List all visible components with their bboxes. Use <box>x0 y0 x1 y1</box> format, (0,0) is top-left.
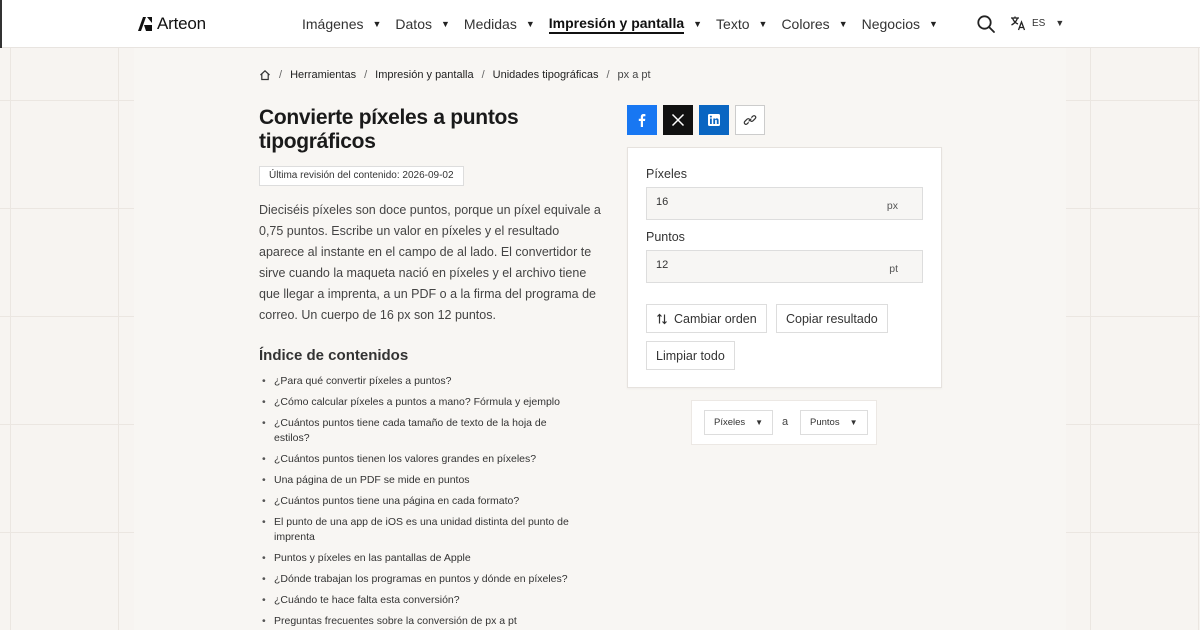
breadcrumb-current: px a pt <box>617 69 651 81</box>
toc-item[interactable] <box>259 572 579 587</box>
breadcrumb-separator: / <box>481 69 485 81</box>
toc-item[interactable] <box>259 416 579 446</box>
breadcrumb-link[interactable]: Unidades tipográficas <box>492 69 599 81</box>
toc-item[interactable] <box>259 374 579 389</box>
intro-paragraph: Dieciséis píxeles son doce puntos, porque un píxel equivale a 0,75 puntos. Escribe un valor en píxeles y el resultado aparece al instante en el campo de al lado. El convertidor te sirve cuando la maqueta nació en píxeles y el archivo tiene que llegar a imprenta, a un PDF o a la firma del programa de correo. Un cuerpo de 16 px son 12 puntos. <box>259 203 601 322</box>
toc-link[interactable]: ¿Cuántos puntos tienen los valores grandes en píxeles? <box>274 453 537 465</box>
share-x-button[interactable] <box>663 105 693 135</box>
top-navigation-bar <box>0 0 1200 48</box>
toc-item[interactable] <box>259 614 579 629</box>
toc-item[interactable] <box>259 515 579 545</box>
translate-icon <box>1010 15 1026 31</box>
window-edge <box>0 0 2 48</box>
toc-item[interactable] <box>259 551 579 566</box>
nav-item-colores[interactable] <box>781 0 847 48</box>
language-selector[interactable] <box>1010 15 1064 31</box>
copy-result-label: Copiar resultado <box>786 311 878 326</box>
brand-mark-icon <box>137 16 153 32</box>
chevron-down-icon: ▼ <box>372 19 382 29</box>
pixels-unit: px <box>886 200 898 212</box>
chevron-down-icon: ▼ <box>525 19 535 29</box>
toc-item[interactable] <box>259 593 579 608</box>
toc-link[interactable]: ¿Cuándo te hace falta esta conversión? <box>274 594 460 606</box>
breadcrumb-link[interactable]: Impresión y pantalla <box>375 69 474 81</box>
clear-all-button[interactable] <box>646 341 735 370</box>
chevron-down-icon: ▼ <box>693 19 703 29</box>
main-nav <box>302 0 952 48</box>
swap-order-button[interactable] <box>646 304 767 333</box>
chevron-down-icon: ▼ <box>440 19 450 29</box>
toc-link[interactable]: Preguntas frecuentes sobre la conversión de px a pt <box>274 615 517 627</box>
review-date-badge: Última revisión del contenido: 2026-09-02 <box>259 166 464 186</box>
to-unit-select[interactable] <box>800 410 868 435</box>
toc-link[interactable]: Puntos y píxeles en las pantallas de Apple <box>274 552 471 564</box>
nav-item-medidas[interactable] <box>464 0 535 48</box>
chevron-down-icon: ▼ <box>755 418 764 427</box>
unit-selector <box>691 400 877 445</box>
nav-item-impresion-y-pantalla[interactable] <box>549 0 702 48</box>
chevron-down-icon: ▼ <box>758 19 768 29</box>
search-button[interactable] <box>976 14 996 34</box>
chevron-down-icon: ▼ <box>1055 18 1065 28</box>
points-label: Puntos <box>646 230 685 244</box>
nav-label: Impresión y pantalla <box>549 15 684 34</box>
points-input[interactable] <box>656 259 856 271</box>
breadcrumb-separator: / <box>279 69 283 81</box>
toc-link[interactable]: Una página de un PDF se mide en puntos <box>274 474 470 486</box>
unit-connector: a <box>782 416 789 428</box>
nav-label: Datos <box>395 16 432 32</box>
nav-label: Negocios <box>861 16 920 32</box>
toc-link[interactable]: ¿Cuántos puntos tiene cada tamaño de texto de la hoja de estilos? <box>274 417 547 444</box>
pixels-input[interactable] <box>656 196 856 208</box>
table-of-contents <box>259 374 579 630</box>
toc-item[interactable] <box>259 395 579 410</box>
nav-item-datos[interactable] <box>395 0 450 48</box>
pixels-field[interactable] <box>646 187 923 220</box>
nav-item-imagenes[interactable] <box>302 0 381 48</box>
swap-order-label: Cambiar orden <box>674 311 757 326</box>
copy-result-button[interactable] <box>776 304 888 333</box>
home-icon[interactable] <box>259 69 271 81</box>
from-unit-select[interactable] <box>704 410 773 435</box>
toc-link[interactable]: ¿Cuántos puntos tiene una página en cada formato? <box>274 495 520 507</box>
main-content-card <box>134 48 1066 630</box>
brand-logo[interactable] <box>137 14 206 34</box>
toc-link[interactable]: ¿Para qué convertir píxeles a puntos? <box>274 375 452 387</box>
to-unit-value: Puntos <box>810 417 840 428</box>
toc-link[interactable]: ¿Dónde trabajan los programas en puntos y dónde en píxeles? <box>274 573 568 585</box>
toc-title: Índice de contenidos <box>259 347 409 364</box>
share-linkedin-button[interactable] <box>699 105 729 135</box>
pixels-label: Píxeles <box>646 167 687 181</box>
nav-label: Texto <box>716 16 750 32</box>
breadcrumb-link[interactable]: Herramientas <box>290 69 357 81</box>
chevron-down-icon: ▼ <box>849 418 858 427</box>
nav-label: Colores <box>781 16 830 32</box>
x-icon <box>671 113 685 127</box>
toc-link[interactable]: El punto de una app de iOS es una unidad distinta del punto de imprenta <box>274 516 569 543</box>
toc-item[interactable] <box>259 494 579 509</box>
breadcrumb-separator: / <box>364 69 368 81</box>
points-unit: pt <box>889 263 898 275</box>
converter-panel <box>627 147 942 388</box>
chevron-down-icon: ▼ <box>838 19 848 29</box>
nav-label: Imágenes <box>302 16 364 32</box>
copy-link-button[interactable] <box>735 105 765 135</box>
swap-icon <box>656 313 668 325</box>
clear-all-label: Limpiar todo <box>656 348 725 363</box>
chevron-down-icon: ▼ <box>928 19 938 29</box>
toc-item[interactable] <box>259 473 579 488</box>
search-icon <box>976 14 996 34</box>
nav-label: Medidas <box>463 16 517 32</box>
nav-item-negocios[interactable] <box>862 0 938 48</box>
share-facebook-button[interactable] <box>627 105 657 135</box>
toc-link[interactable]: ¿Cómo calcular píxeles a puntos a mano? Fórmula y ejemplo <box>274 396 560 408</box>
facebook-icon <box>635 113 649 127</box>
language-code: ES <box>1032 17 1046 29</box>
breadcrumb <box>259 69 651 81</box>
breadcrumb-separator: / <box>606 69 610 81</box>
linkedin-icon <box>707 113 721 127</box>
link-icon <box>743 113 757 127</box>
from-unit-value: Píxeles <box>714 417 746 428</box>
toc-item[interactable] <box>259 452 579 467</box>
nav-item-texto[interactable] <box>716 0 767 48</box>
points-field[interactable] <box>646 250 923 283</box>
share-buttons <box>627 105 765 135</box>
page-title: Convierte píxeles a puntos tipográficos <box>259 106 519 153</box>
brand-name: Arteon <box>157 14 206 33</box>
